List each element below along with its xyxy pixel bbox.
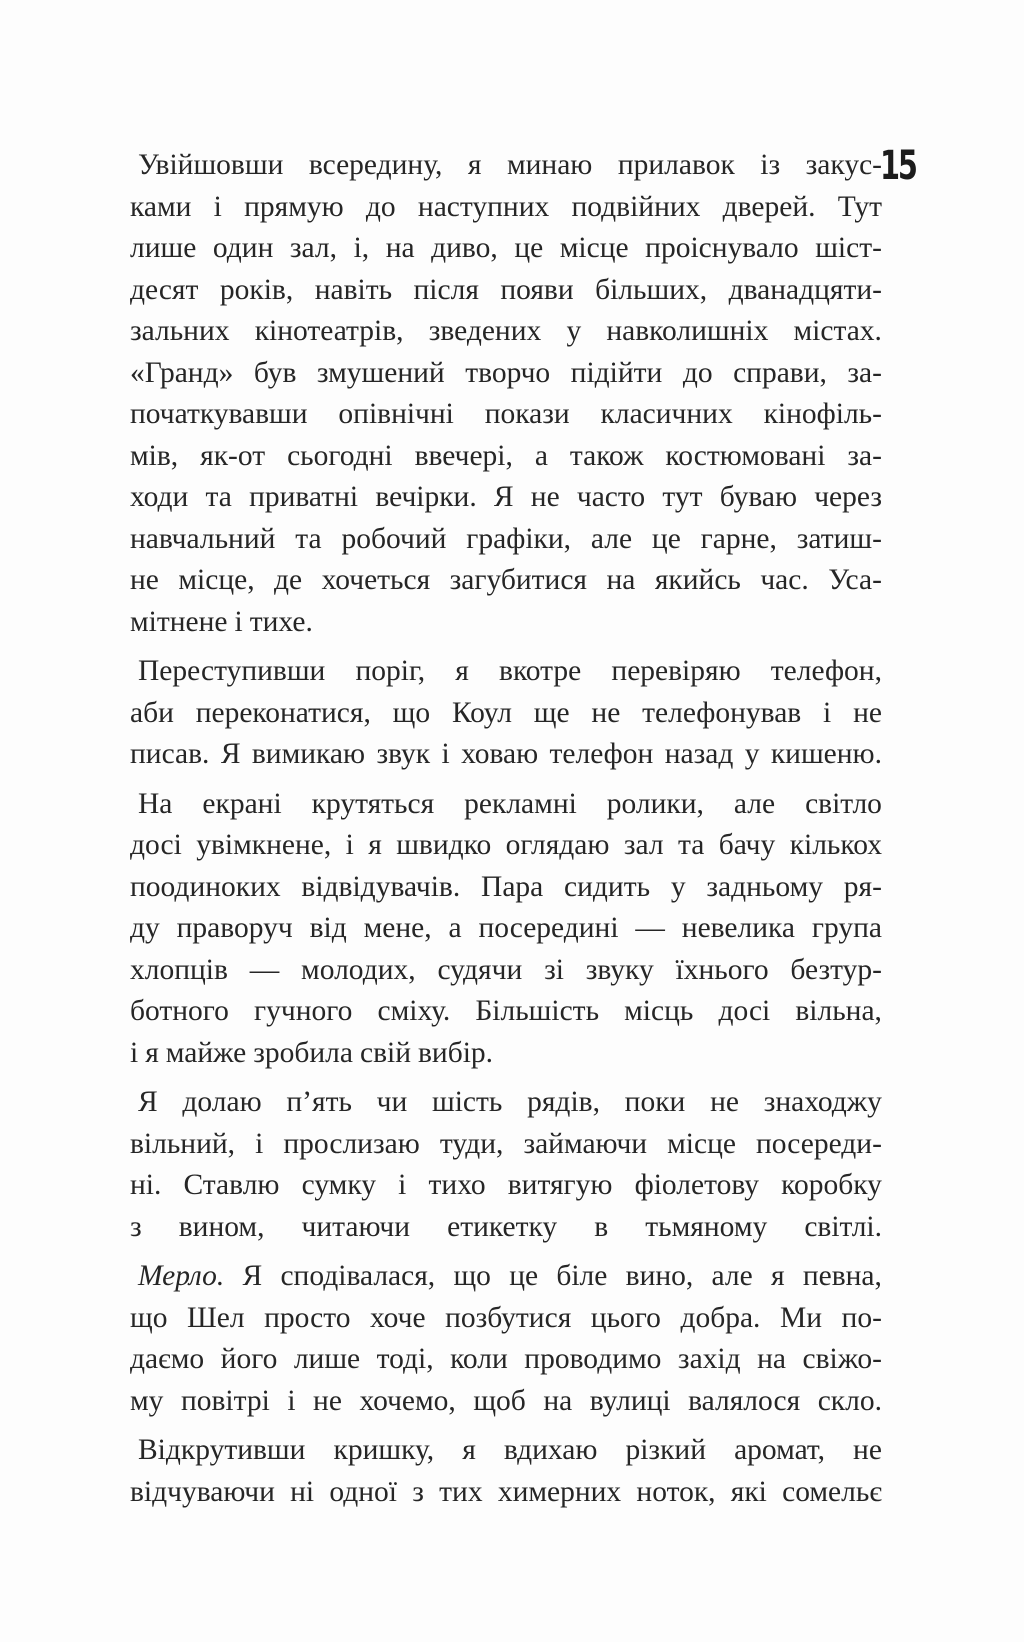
page-number: 15 xyxy=(880,143,916,189)
text-line: Я долаю п’ять чи шість рядів, поки не знаходжу xyxy=(138,1086,882,1118)
paragraph xyxy=(130,651,882,776)
text-line: десят років, навіть після появи більших, дванадцяти- xyxy=(130,273,882,306)
text-line: з вином, читаючи етикетку в тьмяному світлі. xyxy=(130,1210,882,1243)
text-line: му повітрі і не хочемо, щоб на вулиці валялося скло. xyxy=(130,1384,882,1417)
text-line: що Шел просто хоче позбутися цього добра. Ми по- xyxy=(130,1301,882,1334)
text-line: ходи та приватні вечірки. Я не часто тут буваю через xyxy=(130,481,882,513)
text-line: аби переконатися, що Коул ще не телефонував і не xyxy=(130,696,882,729)
text-line: поодиноких відвідувачів. Пара сидить у задньому ря- xyxy=(130,870,882,903)
text-line: досі увімкнене, і я швидко оглядаю зал та бачу кількох xyxy=(130,829,882,861)
text-line: і я майже зробила свій вибір. xyxy=(130,1036,494,1069)
text-line: початкувавши опівнічні покази класичних кінофіль- xyxy=(130,398,882,430)
text-line: вільний, і прослизаю туди, займаючи місце посереди- xyxy=(130,1127,882,1160)
text-line: Увійшовши всередину, я минаю прилавок із закус- xyxy=(138,149,882,181)
text-line: відчуваючи ні одної з тих химерних ноток, які сомельє xyxy=(130,1475,882,1508)
paragraph xyxy=(130,1082,882,1248)
text-line: ду праворуч від мене, а посередині — невелика група xyxy=(130,912,882,944)
text-line: писав. Я вимикаю звук і ховаю телефон назад у кишеню. xyxy=(130,738,882,770)
text-line: «Гранд» був змушений творчо підійти до справи, за- xyxy=(130,356,882,389)
paragraph xyxy=(130,1430,882,1513)
text-line: зальних кінотеатрів, зведених у навколишніх містах. xyxy=(130,315,882,347)
text-line: мітнене і тихе. xyxy=(130,605,313,638)
text-line: навчальний та робочий графіки, але це гарне, затиш- xyxy=(130,522,882,555)
text-line: не місце, де хочеться загубитися на якийсь час. Уса- xyxy=(130,564,882,596)
text-line: хлопців — молодих, судячи зі звуку їхнього безтур- xyxy=(130,953,882,986)
text-line: даємо його лише тоді, коли проводимо захід на свіжо- xyxy=(130,1343,882,1375)
text-line: ками і прямую до наступних подвійних дверей. Тут xyxy=(130,190,882,223)
paragraph xyxy=(130,1256,882,1422)
text-line: лише один зал, і, на диво, це місце проіснувало шіст- xyxy=(130,232,882,264)
text-line: ботного гучного сміху. Більшість місць досі вільна, xyxy=(130,995,882,1027)
text-line: Відкрутивши кришку, я вдихаю різкий аромат, не xyxy=(138,1434,882,1466)
body-text xyxy=(130,145,882,1513)
text-line: Мерло. Я сподівалася, що це біле вино, але я певна, xyxy=(138,1260,882,1292)
text-line: мів, як-от сьогодні ввечері, а також костюмовані за- xyxy=(130,439,882,472)
paragraph xyxy=(130,145,882,643)
text-line: ні. Ставлю сумку і тихо витягую фіолетову коробку xyxy=(130,1169,882,1201)
paragraph xyxy=(130,784,882,1075)
text-line: Переступивши поріг, я вкотре перевіряю телефон, xyxy=(138,655,882,687)
text-line: На екрані крутяться рекламні ролики, але світло xyxy=(138,787,882,820)
